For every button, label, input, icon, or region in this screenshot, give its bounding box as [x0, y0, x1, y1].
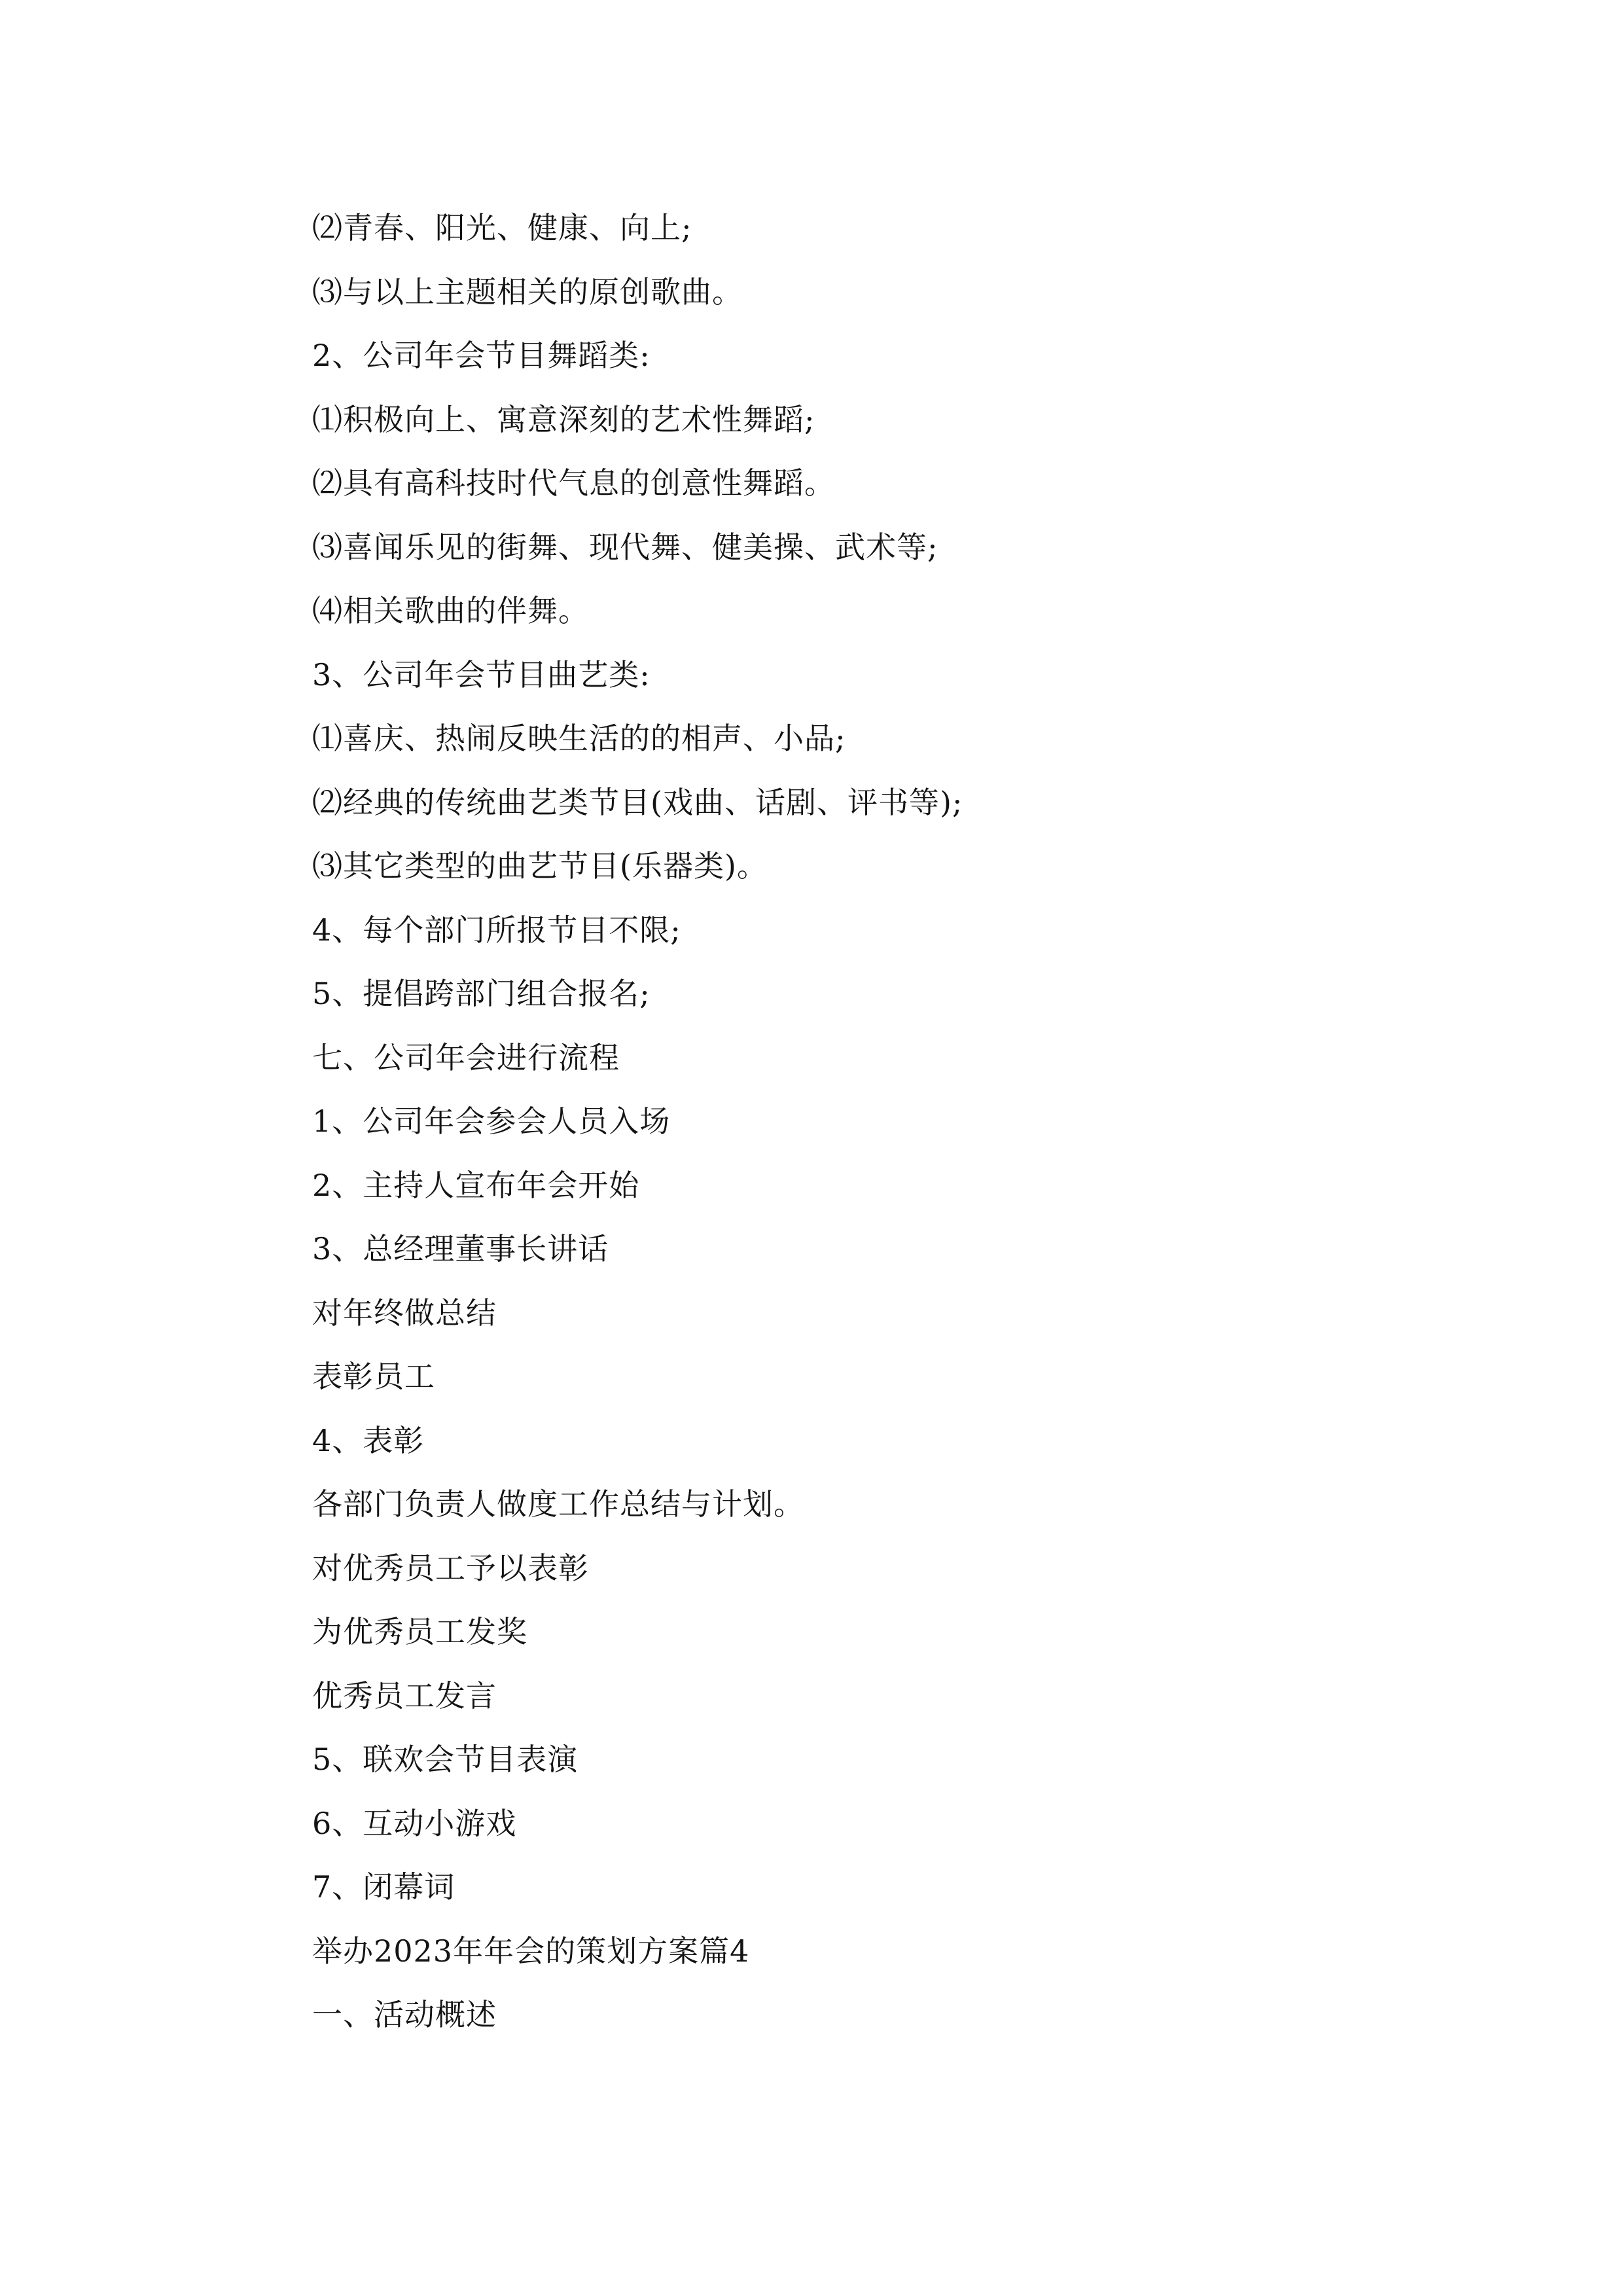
text-line: ⑶与以上主题相关的原创歌曲。 [312, 274, 743, 310]
section-heading: 2、公司年会节目舞蹈类: [312, 338, 651, 373]
text-line: ⑴喜庆、热闹反映生活的的相声、小品; [312, 721, 846, 756]
section-heading: 3、公司年会节目曲艺类: [312, 656, 651, 692]
document-text [312, 196, 1490, 2047]
text-line: ⑷相关歌曲的伴舞。 [312, 593, 589, 628]
text-line: 1、公司年会参会人员入场 [312, 1103, 671, 1139]
text-line: 表彰员工 [312, 1359, 435, 1394]
text-line: 4、表彰 [312, 1422, 425, 1458]
text-line: 为优秀员工发奖 [312, 1614, 527, 1649]
text-line: ⑶喜闻乐见的街舞、现代舞、健美操、武术等; [312, 529, 938, 565]
text-line: 5、提倡跨部门组合报名; [312, 976, 651, 1011]
text-line: 5、联欢会节目表演 [312, 1742, 579, 1777]
section-heading: 七、公司年会进行流程 [312, 1039, 620, 1075]
text-line: 6、互动小游戏 [312, 1805, 517, 1841]
text-line: 对年终做总结 [312, 1295, 497, 1331]
section-heading: 一、活动概述 [312, 1997, 497, 2032]
text-line: ⑵青春、阳光、健康、向上; [312, 210, 692, 245]
text-line: 4、每个部门所报节目不限; [312, 912, 681, 948]
text-line: ⑵具有高科技时代气息的创意性舞蹈。 [312, 465, 835, 501]
text-line: 3、总经理董事长讲话 [312, 1231, 609, 1266]
text-line: 各部门负责人做度工作总结与计划。 [312, 1486, 804, 1522]
text-line: 对优秀员工予以表彰 [312, 1550, 589, 1586]
text-line: ⑵经典的传统曲艺类节目(戏曲、话剧、评书等); [312, 784, 963, 820]
text-line: 2、主持人宣布年会开始 [312, 1167, 640, 1203]
document-title: 举办2023年年会的策划方案篇4 [312, 1933, 750, 1969]
text-line: ⑶其它类型的曲艺节目(乐器类)。 [312, 848, 768, 884]
text-line: ⑴积极向上、寓意深刻的艺术性舞蹈; [312, 401, 815, 437]
text-line: 优秀员工发言 [312, 1677, 497, 1713]
text-line: 7、闭幕词 [312, 1869, 455, 1905]
